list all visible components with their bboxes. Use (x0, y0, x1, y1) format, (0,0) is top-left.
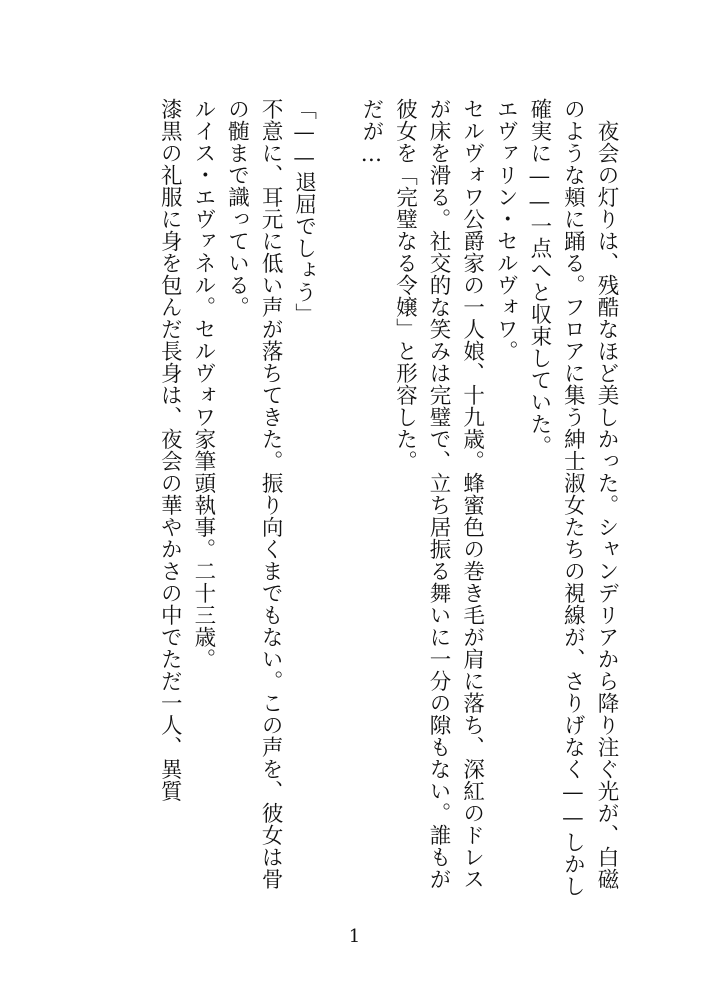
blank-line (321, 98, 355, 898)
paragraph-dialogue: 「——退屈でしょう」 (291, 98, 317, 325)
paragraph-opening: 夜会の灯りは、残酷なほど美しかった。シャンデリアから降り注ぐ光が、白磁のような頬に踊る。フロアに集う紳士淑女たちの視線が、さりげなく——しかし確実に——一点へと収束していた。 (526, 98, 619, 897)
paragraph-name-luis: ルイス・エヴァネル。セルヴォワ家筆頭執事。二十三歳。 (190, 98, 216, 670)
paragraph-low-voice: 不意に、耳元に低い声が落ちてきた。振り向くまでもない。この声を、彼女は骨の髄まで識っている。 (224, 98, 284, 890)
vertical-text-body (83, 98, 623, 898)
paragraph-evalin-description: セルヴォワ公爵家の一人娘、十九歳。蜂蜜色の巻き毛が肩に落ち、深紅のドレスが床を滑る。社交的な笑みは完璧で、立ち居振る舞いに一分の隙もない。誰もが彼女を「完璧なる令嬢」と形容した。 (392, 98, 485, 890)
paragraph-luis-description: 漆黒の礼服に身を包んだ長身は、夜会の華やかさの中でただ一人、異質 (157, 98, 183, 802)
page-number: 1 (348, 926, 361, 947)
paragraph-name-evalin: エヴァリン・セルヴォワ。 (493, 98, 519, 362)
paragraph-however: だが… (358, 98, 384, 168)
